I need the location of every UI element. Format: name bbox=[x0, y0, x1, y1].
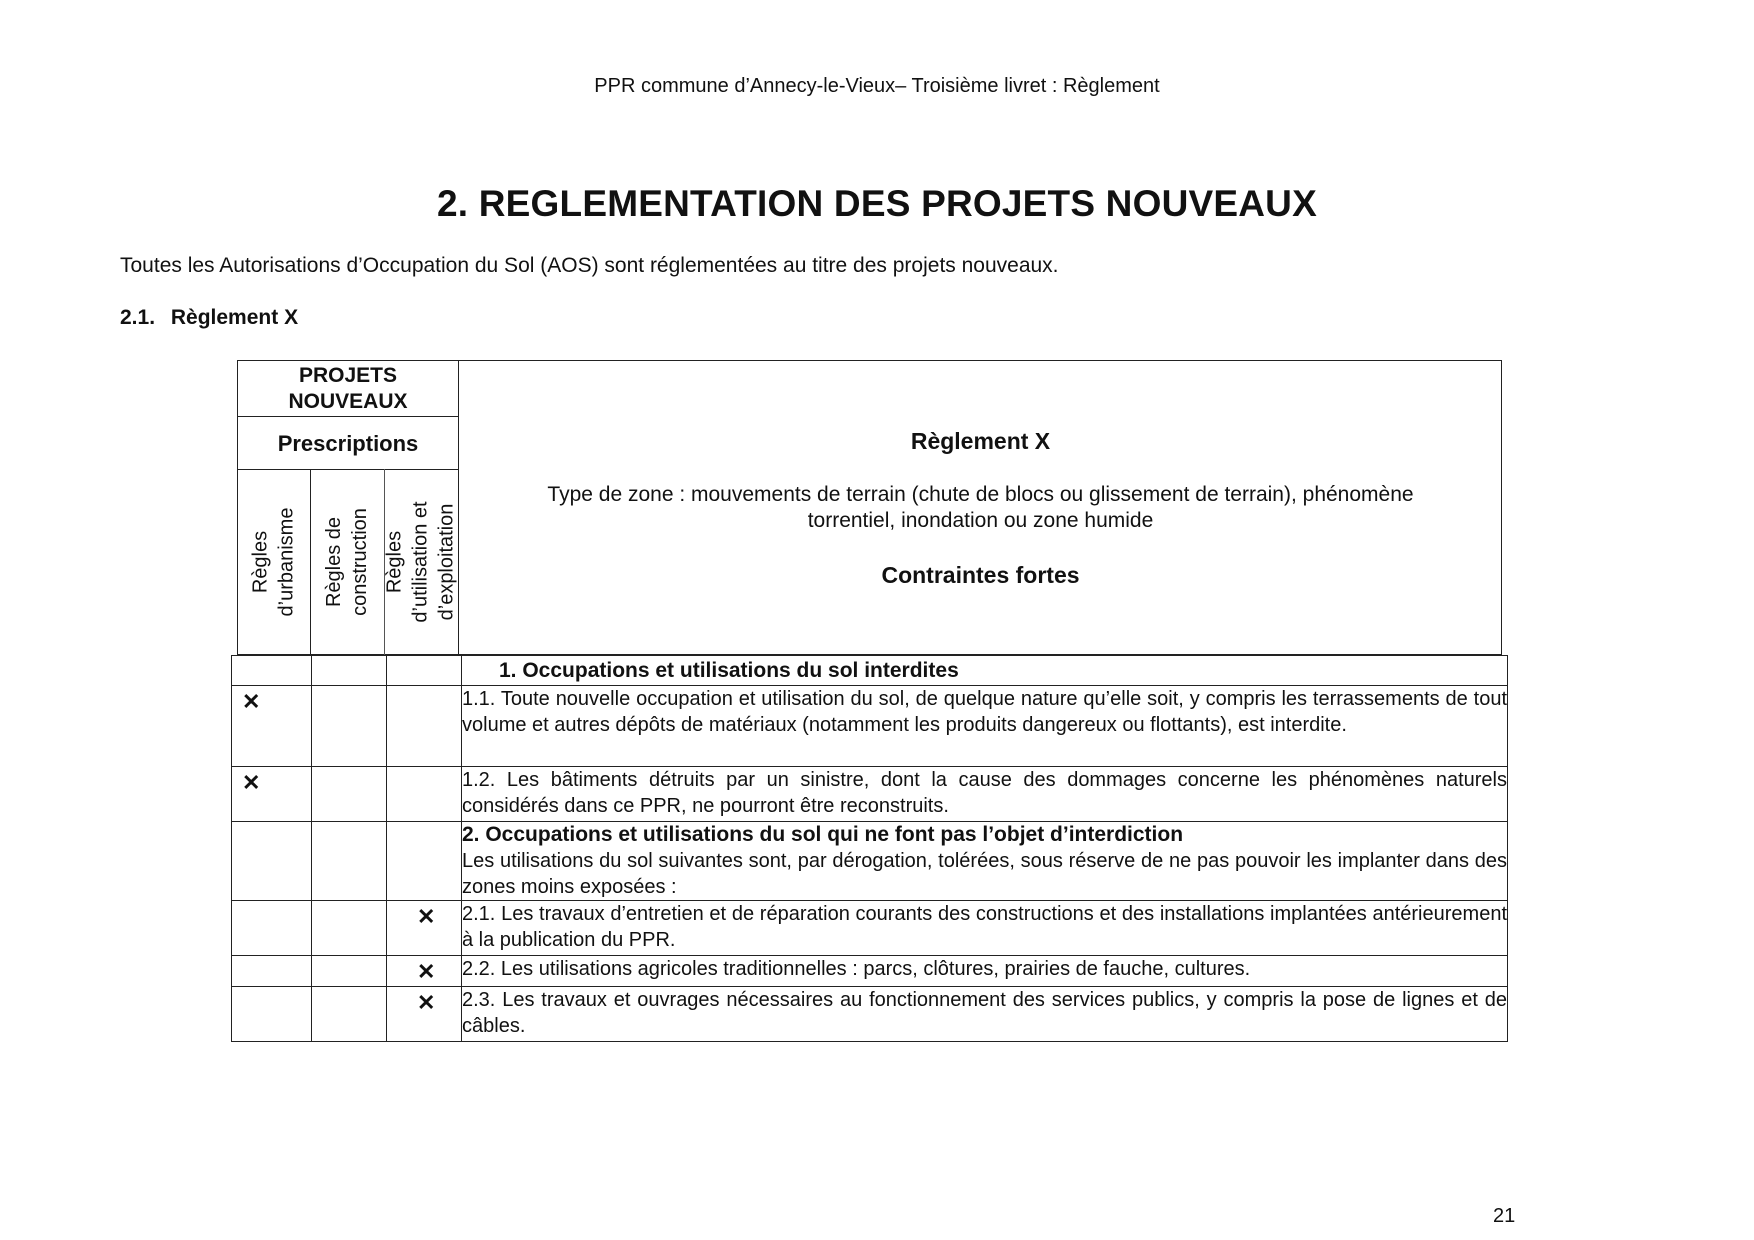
prescriptions-label: Prescriptions bbox=[277, 431, 419, 456]
cross-mark-icon: ✕ bbox=[242, 770, 261, 795]
cell-utilisation bbox=[387, 956, 462, 987]
cell-construction bbox=[312, 767, 387, 822]
table-row bbox=[232, 656, 1508, 686]
column-header-line: Règles bbox=[384, 530, 406, 594]
rule-subheading: 2. Occupations et utilisations du sol qui ne font pas l’objet d’interdiction bbox=[462, 823, 1184, 846]
table-row bbox=[232, 956, 1508, 987]
section-title: Règlement X bbox=[170, 306, 299, 329]
cell-utilisation bbox=[387, 822, 462, 901]
rule-heading: 1. Occupations et utilisations du sol interdites bbox=[462, 656, 1508, 686]
column-header-urbanisme bbox=[237, 469, 310, 655]
rule-text: 2.1. Les travaux d’entretien et de réparation courants des constructions et des installations implantées antérieurement à la publication du PPR. bbox=[462, 901, 1508, 956]
column-header-construction bbox=[310, 469, 384, 655]
rule-text-body: Les utilisations du sol suivantes sont, par dérogation, tolérées, sous réserve de ne pas pouvoir les implanter dans des zones moins exposées : bbox=[462, 850, 1507, 898]
cell-urbanisme bbox=[232, 822, 312, 901]
table-row bbox=[232, 686, 1508, 767]
column-header-line: Règles bbox=[249, 530, 272, 594]
projets-nouveaux-label bbox=[237, 363, 459, 415]
cell-urbanisme bbox=[232, 956, 312, 987]
column-header-line: Règles de bbox=[323, 516, 345, 608]
column-header-line: d’urbanisme bbox=[275, 507, 298, 617]
cell-urbanisme bbox=[232, 686, 312, 767]
cell-utilisation bbox=[387, 767, 462, 822]
running-header: PPR commune d’Annecy-le-Vieux– Troisième livret : Règlement bbox=[594, 75, 1160, 97]
nouveaux-line: NOUVEAUX bbox=[288, 390, 408, 413]
cell-urbanisme bbox=[232, 901, 312, 956]
column-header-line: d’utilisation et bbox=[410, 501, 432, 623]
rule-text: 1.1. Toute nouvelle occupation et utilisation du sol, de quelque nature qu’elle soit, y compris les terrassements de tout volume et autres dépôts de matériaux (notamment les produits dangereux ou flottants), est interdite. bbox=[462, 686, 1508, 767]
cell-construction bbox=[312, 987, 387, 1042]
table-row bbox=[232, 822, 1508, 901]
intro-paragraph: Toutes les Autorisations d’Occupation du Sol (AOS) sont réglementées au titre des projets nouveaux. bbox=[120, 254, 1059, 277]
rule-text: 1.2. Les bâtiments détruits par un sinistre, dont la cause des dommages concerne les phénomènes naturels considérés dans ce PPR, ne pourront être reconstruits. bbox=[462, 767, 1508, 822]
page-title: 2. REGLEMENTATION DES PROJETS NOUVEAUX bbox=[437, 183, 1317, 224]
header-divider bbox=[237, 416, 459, 417]
rule-text: 2.2. Les utilisations agricoles traditionnelles : parcs, clôtures, prairies de fauche, cultures. bbox=[462, 956, 1508, 987]
column-header-line: d’exploitation bbox=[436, 503, 458, 621]
rules-table bbox=[231, 655, 1508, 1042]
cell-urbanisme bbox=[232, 656, 312, 686]
table-row bbox=[232, 767, 1508, 822]
rule-text: 2.3. Les travaux et ouvrages nécessaires au fonctionnement des services publics, y compris la pose de lignes et de câbles. bbox=[462, 987, 1508, 1042]
cell-utilisation bbox=[387, 656, 462, 686]
cell-construction bbox=[312, 822, 387, 901]
projets-line: PROJETS bbox=[298, 364, 398, 387]
cross-mark-icon: ✕ bbox=[417, 959, 436, 984]
cell-utilisation bbox=[387, 987, 462, 1042]
section-heading bbox=[120, 306, 298, 330]
cell-construction bbox=[312, 901, 387, 956]
section-number: 2.1. bbox=[120, 306, 156, 329]
reglement-title: Règlement X bbox=[910, 428, 1051, 454]
cross-mark-icon: ✕ bbox=[242, 689, 261, 714]
zone-type-line: torrentiel, inondation ou zone humide bbox=[807, 509, 1154, 532]
zone-type-line: Type de zone : mouvements de terrain (chute de blocs ou glissement de terrain), phénomène bbox=[547, 483, 1414, 506]
cell-utilisation bbox=[387, 686, 462, 767]
cell-utilisation bbox=[387, 901, 462, 956]
cross-mark-icon: ✕ bbox=[417, 990, 436, 1015]
table-row bbox=[232, 901, 1508, 956]
cell-construction bbox=[312, 956, 387, 987]
cell-construction bbox=[312, 656, 387, 686]
cell-urbanisme bbox=[232, 767, 312, 822]
table-row bbox=[232, 987, 1508, 1042]
page-number: 21 bbox=[1493, 1205, 1516, 1227]
cell-construction bbox=[312, 686, 387, 767]
column-header-line: construction bbox=[349, 508, 371, 616]
constraints-label: Contraintes fortes bbox=[881, 562, 1080, 588]
column-header-utilisation bbox=[384, 469, 458, 655]
cell-urbanisme bbox=[232, 987, 312, 1042]
cross-mark-icon: ✕ bbox=[417, 904, 436, 929]
zone-type-description bbox=[479, 482, 1482, 534]
rule-text bbox=[462, 822, 1508, 901]
